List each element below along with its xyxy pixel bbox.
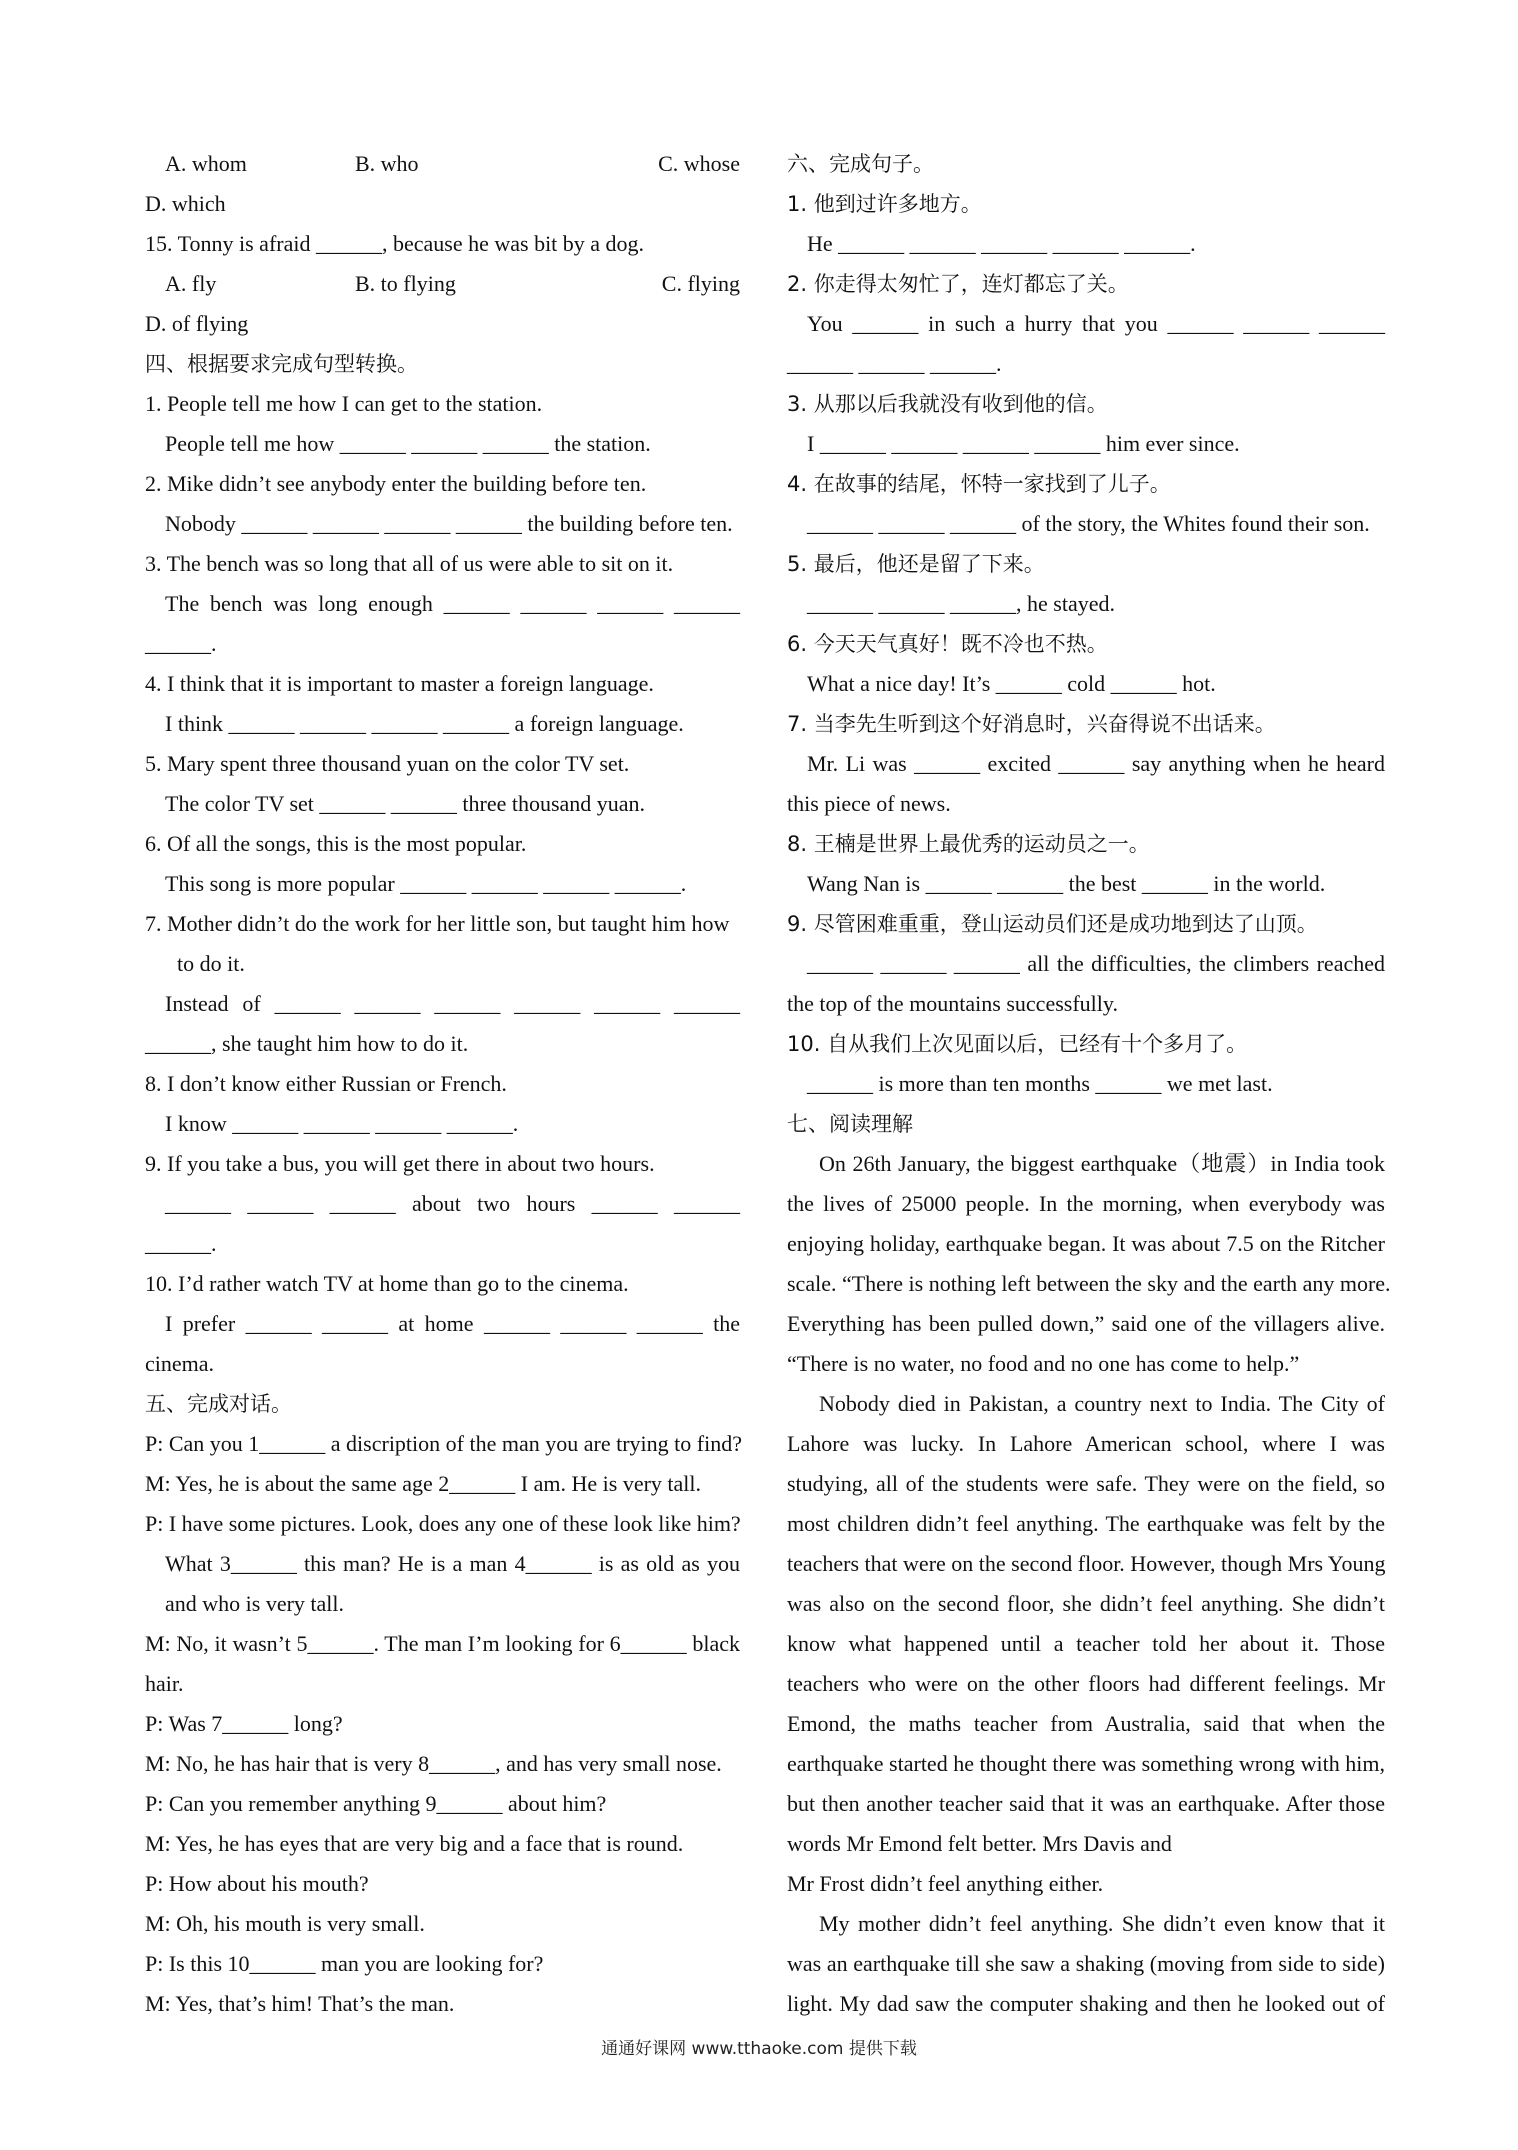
chinese-prompt: 1. 他到过许多地方。 bbox=[787, 192, 982, 216]
text-line: ______ ______ ______ all the difficulties, the climbers reached bbox=[807, 951, 1385, 976]
text-line: scale. “There is nothing left between the sky and the earth any more. bbox=[787, 1271, 1391, 1296]
text-line: On 26th January, the biggest earthquake（地震）in India took bbox=[819, 1151, 1385, 1176]
text-line: M: Oh, his mouth is very small. bbox=[145, 1911, 425, 1936]
text-line: 15. Tonny is afraid ______, because he was bit by a dog. bbox=[145, 231, 645, 256]
text-line: ______. bbox=[145, 631, 217, 656]
text-line: D. which bbox=[145, 191, 226, 216]
text-line: 6. Of all the songs, this is the most popular. bbox=[145, 831, 527, 856]
text-line: D. of flying bbox=[145, 311, 249, 336]
text-line: teachers that were on the second floor. However, though Mrs Young bbox=[787, 1551, 1386, 1576]
answer-option: B. to flying bbox=[355, 271, 456, 296]
text-line: P: Is this 10______ man you are looking for? bbox=[145, 1951, 544, 1976]
text-line: 7. Mother didn’t do the work for her little son, but taught him how bbox=[145, 911, 730, 936]
chinese-prompt: 7. 当李先生听到这个好消息时，兴奋得说不出话来。 bbox=[787, 712, 1276, 736]
text-line: My mother didn’t feel anything. She didn’t even know that it bbox=[819, 1911, 1385, 1936]
text-line: light. My dad saw the computer shaking and then he looked out of bbox=[787, 1991, 1385, 2016]
text-line: The bench was long enough ______ ______ ______ ______ bbox=[165, 591, 740, 616]
text-line: P: I have some pictures. Look, does any one of these look like him? bbox=[145, 1511, 741, 1536]
text-line: to do it. bbox=[177, 951, 245, 976]
text-line: ______. bbox=[145, 1231, 217, 1256]
text-line: Emond, the maths teacher from Australia, said that when the bbox=[787, 1711, 1385, 1736]
text-line: ______ ______ ______. bbox=[787, 351, 1002, 376]
chinese-prompt: 4. 在故事的结尾，怀特一家找到了儿子。 bbox=[787, 472, 1171, 496]
answer-options bbox=[145, 264, 740, 304]
text-line: ______ ______ ______, he stayed. bbox=[807, 591, 1115, 616]
text-line: studying, all of the students were safe. They were on the field, so bbox=[787, 1471, 1385, 1496]
answer-options bbox=[145, 144, 740, 184]
text-line: He ______ ______ ______ ______ ______. bbox=[807, 231, 1196, 256]
text-line: 8. I don’t know either Russian or French. bbox=[145, 1071, 507, 1096]
text-line: and who is very tall. bbox=[165, 1591, 345, 1616]
text-line: cinema. bbox=[145, 1351, 215, 1376]
text-line: This song is more popular ______ ______ ______ ______. bbox=[165, 871, 687, 896]
answer-option: A. fly bbox=[165, 271, 217, 296]
text-line: Wang Nan is ______ ______ the best ______ in the world. bbox=[807, 871, 1326, 896]
text-line: You ______ in such a hurry that you ______ ______ ______ bbox=[807, 311, 1385, 336]
section-heading: 五、完成对话。 bbox=[145, 1392, 292, 1416]
text-line: I think ______ ______ ______ ______ a foreign language. bbox=[165, 711, 684, 736]
text-line: M: Yes, he has eyes that are very big and a face that is round. bbox=[145, 1831, 684, 1856]
chinese-prompt: 2. 你走得太匆忙了，连灯都忘了关。 bbox=[787, 272, 1129, 296]
text-line: “There is no water, no food and no one has come to help.” bbox=[787, 1351, 1300, 1376]
text-line: M: Yes, he is about the same age 2______ I am. He is very tall. bbox=[145, 1471, 702, 1496]
chinese-prompt: 3. 从那以后我就没有收到他的信。 bbox=[787, 392, 1108, 416]
text-line: Nobody died in Pakistan, a country next to India. The City of bbox=[819, 1391, 1385, 1416]
text-line: M: No, he has hair that is very 8______, and has very small nose. bbox=[145, 1751, 722, 1776]
text-line: 10. I’d rather watch TV at home than go to the cinema. bbox=[145, 1271, 629, 1296]
text-line: hair. bbox=[145, 1671, 184, 1696]
text-line: but then another teacher said that it was an earthquake. After those bbox=[787, 1791, 1385, 1816]
answer-option: C. flying bbox=[661, 271, 740, 296]
answer-option: A. whom bbox=[165, 151, 247, 176]
text-line: 3. The bench was so long that all of us were able to sit on it. bbox=[145, 551, 674, 576]
text-line: I ______ ______ ______ ______ him ever since. bbox=[807, 431, 1240, 456]
text-line: 9. If you take a bus, you will get there in about two hours. bbox=[145, 1151, 655, 1176]
text-line: P: Was 7______ long? bbox=[145, 1711, 343, 1736]
text-line: enjoying holiday, earthquake began. It was about 7.5 on the Ritcher bbox=[787, 1231, 1385, 1256]
text-line: M: No, it wasn’t 5______. The man I’m looking for 6______ black bbox=[145, 1631, 740, 1656]
text-line: People tell me how ______ ______ ______ the station. bbox=[165, 431, 651, 456]
text-line: P: Can you 1______ a discription of the man you are trying to find? bbox=[145, 1431, 742, 1456]
text-line: most children didn’t feel anything. The earthquake was felt by the bbox=[787, 1511, 1385, 1536]
section-heading: 四、根据要求完成句型转换。 bbox=[145, 352, 418, 376]
text-line: ______ ______ ______ of the story, the Whites found their son. bbox=[807, 511, 1370, 536]
text-line: I know ______ ______ ______ ______. bbox=[165, 1111, 519, 1136]
text-line: The color TV set ______ ______ three thousand yuan. bbox=[165, 791, 646, 816]
chinese-prompt: 10. 自从我们上次见面以后，已经有十个多月了。 bbox=[787, 1032, 1248, 1056]
text-line: What a nice day! It’s ______ cold ______ hot. bbox=[807, 671, 1216, 696]
text-line: Instead of ______ ______ ______ ______ ______ ______ bbox=[165, 991, 740, 1016]
text-line: Lahore was lucky. In Lahore American school, where I was bbox=[787, 1431, 1385, 1456]
section-heading: 七、阅读理解 bbox=[787, 1112, 913, 1136]
text-line: ______ is more than ten months ______ we met last. bbox=[807, 1071, 1273, 1096]
text-line: this piece of news. bbox=[787, 791, 951, 816]
section-heading: 六、完成句子。 bbox=[787, 152, 934, 176]
left-column bbox=[145, 144, 740, 2024]
text-line: Mr Frost didn’t feel anything either. bbox=[787, 1871, 1104, 1896]
text-line: the top of the mountains successfully. bbox=[787, 991, 1118, 1016]
right-column bbox=[787, 144, 1391, 2024]
answer-option: B. who bbox=[355, 151, 419, 176]
chinese-prompt: 8. 王楠是世界上最优秀的运动员之一。 bbox=[787, 832, 1150, 856]
text-line: Everything has been pulled down,” said one of the villagers alive. bbox=[787, 1311, 1385, 1336]
text-line: 2. Mike didn’t see anybody enter the building before ten. bbox=[145, 471, 647, 496]
text-line: M: Yes, that’s him! That’s the man. bbox=[145, 1991, 455, 2016]
answer-option: C. whose bbox=[658, 151, 740, 176]
text-line: ______ ______ ______ about two hours ______ ______ bbox=[165, 1191, 740, 1216]
page-footer: 通通好课网 www.tthaoke.com 提供下载 bbox=[601, 2039, 917, 2059]
text-line: What 3______ this man? He is a man 4______ is as old as you bbox=[165, 1551, 740, 1576]
text-line: 5. Mary spent three thousand yuan on the color TV set. bbox=[145, 751, 630, 776]
text-line: know what happened until a teacher told her about it. Those bbox=[787, 1631, 1385, 1656]
text-line: teachers who were on the other floors had different feelings. Mr bbox=[787, 1671, 1385, 1696]
text-line: Mr. Li was ______ excited ______ say anything when he heard bbox=[807, 751, 1385, 776]
text-line: P: Can you remember anything 9______ about him? bbox=[145, 1791, 607, 1816]
text-line: words Mr Emond felt better. Mrs Davis and bbox=[787, 1831, 1172, 1856]
text-line: Nobody ______ ______ ______ ______ the building before ten. bbox=[165, 511, 733, 536]
chinese-prompt: 5. 最后，他还是留了下来。 bbox=[787, 552, 1045, 576]
text-line: I prefer ______ ______ at home ______ ______ ______ the bbox=[165, 1311, 740, 1336]
chinese-prompt: 9. 尽管困难重重，登山运动员们还是成功地到达了山顶。 bbox=[787, 912, 1318, 936]
text-line: earthquake started he thought there was something wrong with him, bbox=[787, 1751, 1385, 1776]
chinese-prompt: 6. 今天天气真好！既不冷也不热。 bbox=[787, 632, 1108, 656]
text-line: 1. People tell me how I can get to the station. bbox=[145, 391, 543, 416]
text-line: was an earthquake till she saw a shaking (moving from side to side) bbox=[787, 1951, 1385, 1976]
text-line: was also on the second floor, she didn’t feel anything. She didn’t bbox=[787, 1591, 1385, 1616]
text-line: ______, she taught him how to do it. bbox=[145, 1031, 469, 1056]
text-line: 4. I think that it is important to master a foreign language. bbox=[145, 671, 654, 696]
text-line: the lives of 25000 people. In the morning, when everybody was bbox=[787, 1191, 1385, 1216]
text-line: P: How about his mouth? bbox=[145, 1871, 369, 1896]
